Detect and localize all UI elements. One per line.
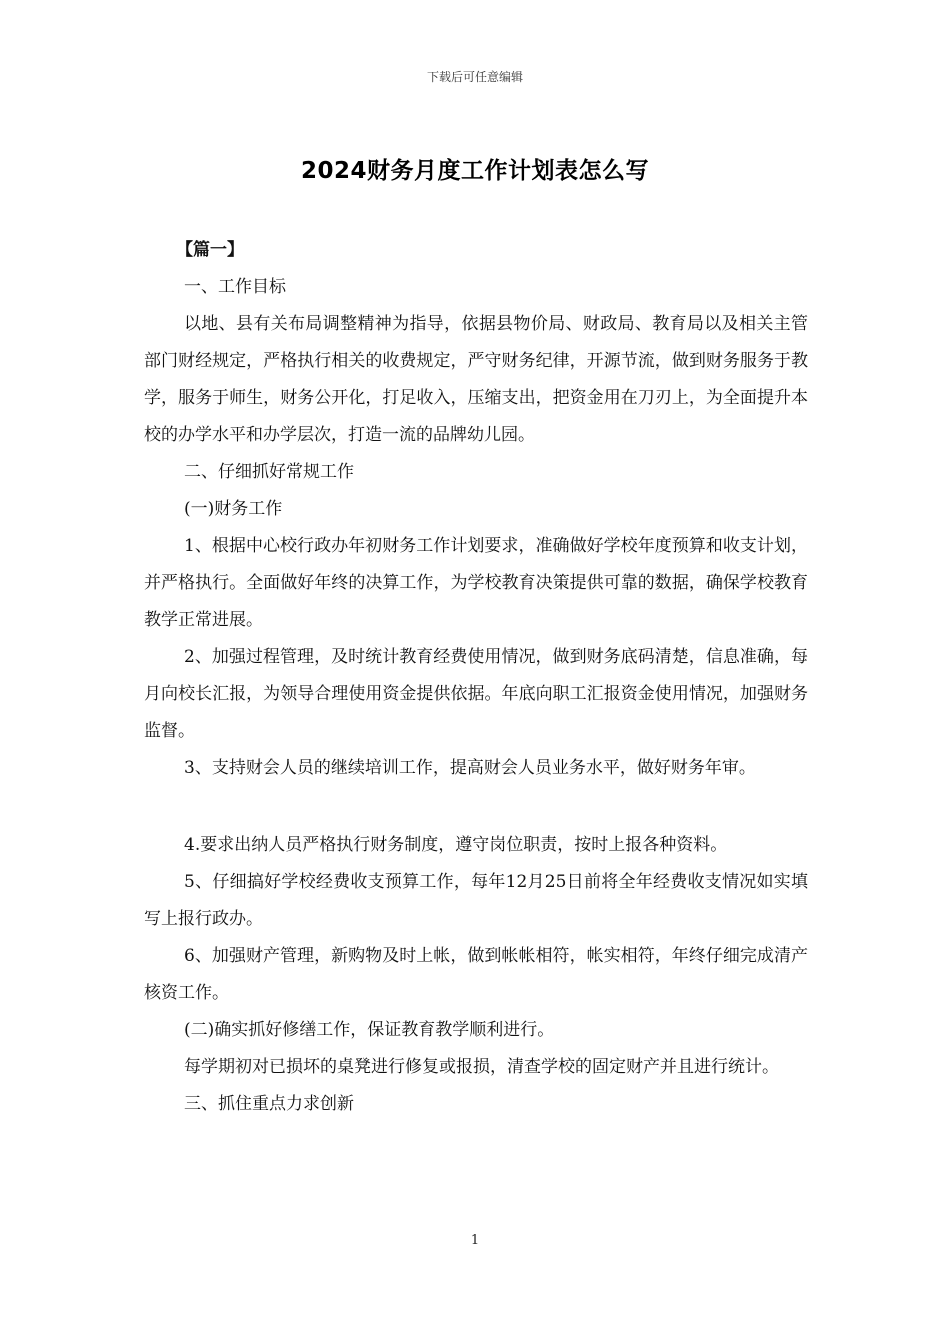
paragraph-item-2: 2、加强过程管理，及时统计教育经费使用情况，做到财务底码清楚，信息准确，每月向校长汇报，为领导合理使用资金提供依据。年底向职工汇报资金使用情况，加强财务监督。 (144, 647, 808, 741)
subheading-repair-work: (二)确实抓好修缮工作，保证教育教学顺利进行。 (184, 1020, 555, 1040)
paragraph-goal: 以地、县有关布局调整精神为指导，依据县物价局、财政局、教育局以及相关主管部门财经规定，严格执行相关的收费规定，严守财务纪律，开源节流，做到财务服务于教学，服务于师生，财务公开化，打足收入，压缩支出，把资金用在刀刃上，为全面提升本校的办学水平和办学层次，打造一流的品牌幼儿园。 (144, 314, 808, 445)
paragraph-item-5: 5、仔细搞好学校经费收支预算工作，每年12月25日前将全年经费收支情况如实填写上报行政办。 (144, 872, 808, 929)
paragraph-item-1: 1、根据中心校行政办年初财务工作计划要求，准确做好学校年度预算和收支计划，并严格执行。全面做好年终的决算工作，为学校教育决策提供可靠的数据，确保学校教育教学正常进展。 (144, 536, 808, 630)
heading-key-points: 三、抓住重点力求创新 (184, 1094, 354, 1114)
subheading-finance-work: (一)财务工作 (184, 499, 283, 519)
paragraph-repair: 每学期初对已损坏的桌凳进行修复或报损，清查学校的固定财产并且进行统计。 (184, 1057, 779, 1077)
document-body (144, 232, 808, 1123)
blank-line (144, 787, 808, 827)
heading-routine-work: 二、仔细抓好常规工作 (184, 462, 354, 482)
header-note: 下载后可任意编辑 (426, 70, 523, 84)
heading-work-goal: 一、工作目标 (184, 277, 286, 297)
paragraph-item-4: 4.要求出纳人员严格执行财务制度，遵守岗位职责，按时上报各种资料。 (184, 835, 728, 855)
paragraph-item-6: 6、加强财产管理，新购物及时上帐，做到帐帐相符，帐实相符，年终仔细完成清产核资工作。 (144, 946, 808, 1003)
paragraph-item-3: 3、支持财会人员的继续培训工作，提高财会人员业务水平，做好财务年审。 (184, 758, 756, 778)
document-title: 2024财务月度工作计划表怎么写 (300, 158, 649, 184)
section-label: 【篇一】 (176, 240, 244, 260)
page-number: 1 (470, 1233, 480, 1248)
